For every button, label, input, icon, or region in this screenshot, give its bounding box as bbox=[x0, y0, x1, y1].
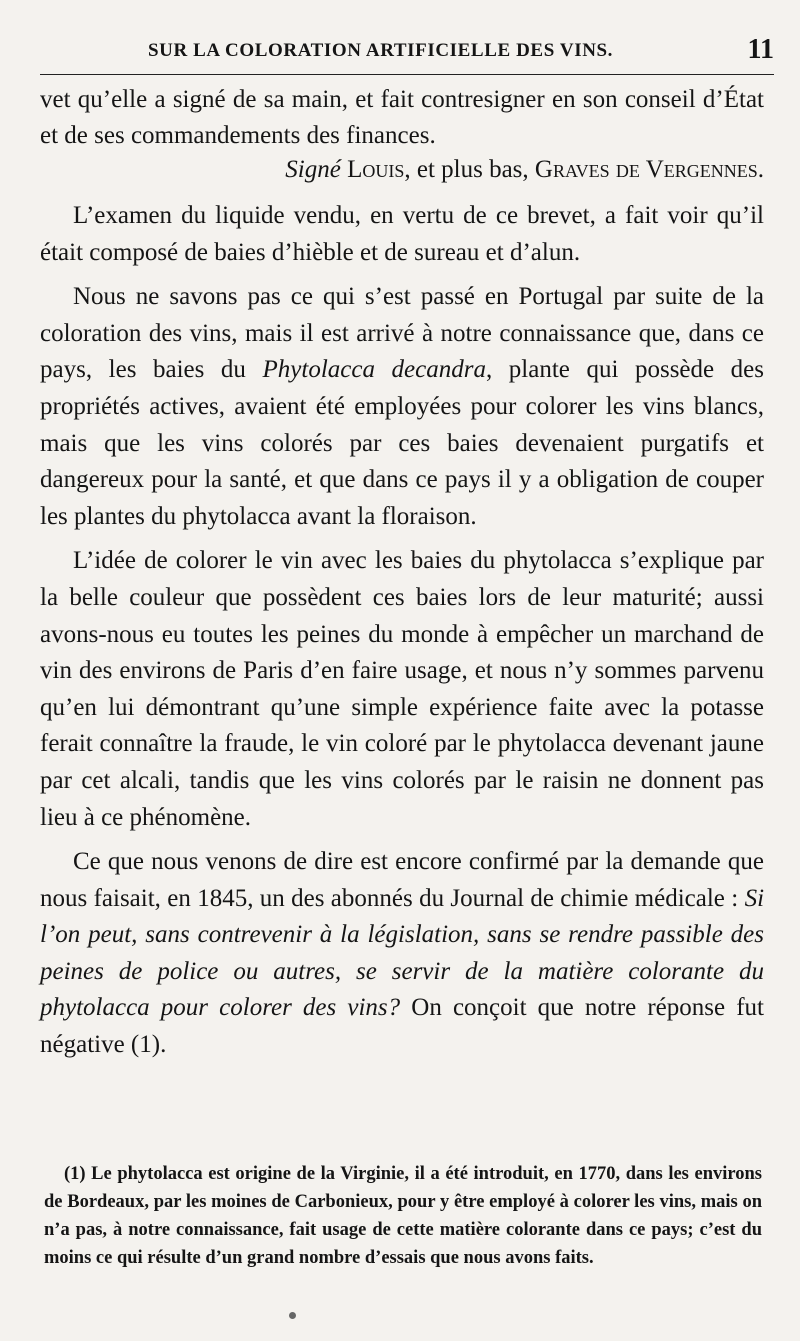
paragraph: L’idée de colorer le vin avec les baies du phytolacca s’explique par la belle couleur que possèdent ces baies lors de leur maturité; aussi avons-nous eu toutes les peines du monde à empêcher un marchand de vin des environs de Paris d’en faire usage, et nous n’y sommes parvenu qu’en lui démontrant qu’une simple expérience faite avec la potasse ferait connaître la fraude, le vin coloré par le phytolacca devenant jaune par cet alcali, tandis que les vins colorés par le raisin ne donnent pas lieu à ce phénomène. bbox=[40, 547, 764, 831]
signature-connector: , et plus bas, bbox=[404, 156, 529, 183]
ink-spot bbox=[289, 1312, 296, 1319]
paragraph-text: Nous ne savons pas ce qui s’est passé en Portugal par suite de la coloration des vins, mais il est arrivé à notre connaissance que, dans ce pays, les baies du bbox=[40, 283, 764, 384]
paragraph: L’examen du liquide vendu, en vertu de ce brevet, a fait voir qu’il était composé de baies d’hièble et de sureau et d’alun. bbox=[40, 202, 764, 266]
paragraph-continuation: vet qu’elle a signé de sa main, et fait contresigner en son conseil d’État et de ses commandements des finances. bbox=[40, 86, 764, 149]
page-number: 11 bbox=[747, 34, 774, 65]
paragraph bbox=[40, 279, 764, 535]
paragraph-text: , plante qui possède des propriétés actives, avaient été employées pour colorer les vins blancs, mais que les vins colorés par ces baies devenaient purgatifs et dangereux pour la santé, et que dans ce pays il y a obligation de couper les plantes du phytolacca avant la floraison. bbox=[40, 356, 765, 530]
italic-quote: Si l’on peut, sans contrevenir à la législation, sans se rendre passible des peines de police ou autres, se servir de la matière colorante du phytolacca pour colorer des vins? bbox=[40, 884, 765, 1022]
footnote bbox=[44, 1160, 762, 1272]
paragraph-text: Ce que nous venons de dire est encore confirmé par la demande que nous faisait, en 1845, un des abonnés du Journal de chimie médicale : bbox=[40, 848, 764, 912]
paragraph-text: On conçoit que notre réponse fut négative (1). bbox=[40, 994, 764, 1059]
italic-term: Phytolacca decandra bbox=[262, 356, 486, 384]
signature-label: Signé bbox=[285, 156, 341, 183]
signature-name: Louis bbox=[347, 156, 405, 183]
main-text bbox=[40, 82, 764, 1064]
paragraph bbox=[40, 844, 764, 1064]
signature-line bbox=[40, 154, 764, 198]
running-title: SUR LA COLORATION ARTIFICIELLE DES VINS. bbox=[148, 40, 614, 61]
signature-name-2: Graves de Vergennes. bbox=[534, 156, 764, 183]
footnote-text: (1) Le phytolacca est origine de la Virginie, il a été introduit, en 1770, dans les environs de Bordeaux, par les moines de Carbonieux, pour y être employé à colorer les vins, mais on n’a pas, à notre connaissance, fait usage de cette matière colorante dans ce pays; c’est du moins ce qui résulte d’un grand nombre d’essais que nous avons faits. bbox=[44, 1164, 762, 1268]
page-header bbox=[40, 34, 774, 75]
